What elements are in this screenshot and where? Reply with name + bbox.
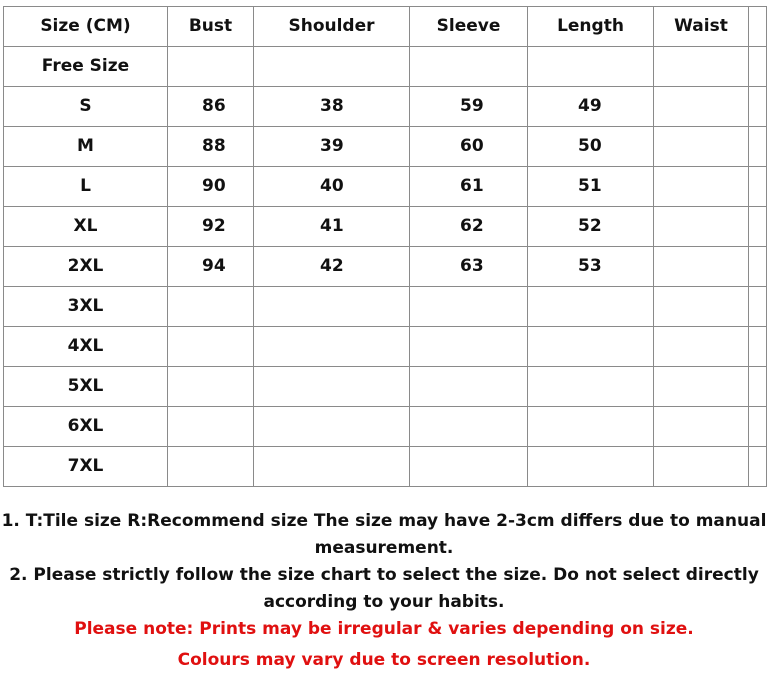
sleeve-value: 63 (410, 247, 528, 287)
table-row (4, 407, 767, 447)
size-chart (3, 6, 767, 487)
waist-value (654, 447, 749, 487)
edge-cell (749, 127, 767, 167)
edge-cell (749, 447, 767, 487)
color-warning: Colours may vary due to screen resolution. (177, 650, 591, 670)
size-label: 6XL (4, 407, 168, 447)
waist-value (654, 167, 749, 207)
shoulder-value: 40 (254, 167, 410, 207)
header-waist: Waist (654, 7, 749, 47)
size-label: Free Size (4, 47, 168, 87)
edge-cell (749, 87, 767, 127)
table-row (4, 87, 767, 127)
shoulder-value: 39 (254, 127, 410, 167)
sleeve-value (410, 447, 528, 487)
header-length: Length (528, 7, 654, 47)
shoulder-value (254, 447, 410, 487)
shoulder-value: 41 (254, 207, 410, 247)
shoulder-value (254, 407, 410, 447)
bust-value (168, 367, 254, 407)
size-label: M (4, 127, 168, 167)
note-line-2: 2. Please strictly follow the size chart to select the size. Do not select directly (9, 565, 759, 585)
size-label: 4XL (4, 327, 168, 367)
length-value (528, 327, 654, 367)
table-row (4, 247, 767, 287)
bust-value: 94 (168, 247, 254, 287)
length-value (528, 287, 654, 327)
table-row (4, 327, 767, 367)
bust-value: 90 (168, 167, 254, 207)
note-line-1: 1. T:Tile size R:Recommend size The size may have 2-3cm differs due to manual (1, 511, 767, 531)
header-bust: Bust (168, 7, 254, 47)
header-size: Size (CM) (4, 7, 168, 47)
edge-cell (749, 47, 767, 87)
table-row (4, 367, 767, 407)
bust-value (168, 47, 254, 87)
length-value (528, 407, 654, 447)
size-label: S (4, 87, 168, 127)
header-sleeve: Sleeve (410, 7, 528, 47)
edge-cell (749, 287, 767, 327)
table-row (4, 127, 767, 167)
waist-value (654, 47, 749, 87)
sleeve-value (410, 47, 528, 87)
bust-value (168, 287, 254, 327)
shoulder-value: 38 (254, 87, 410, 127)
edge-cell (749, 7, 767, 47)
size-label: 7XL (4, 447, 168, 487)
waist-value (654, 327, 749, 367)
bust-value (168, 327, 254, 367)
header-shoulder: Shoulder (254, 7, 410, 47)
edge-cell (749, 367, 767, 407)
bust-value (168, 447, 254, 487)
waist-value (654, 127, 749, 167)
note-line-1-cont: measurement. (314, 538, 454, 558)
shoulder-value: 42 (254, 247, 410, 287)
sleeve-value (410, 327, 528, 367)
print-warning: Please note: Prints may be irregular & varies depending on size. (74, 619, 694, 639)
length-value: 50 (528, 127, 654, 167)
waist-value (654, 407, 749, 447)
sleeve-value (410, 407, 528, 447)
waist-value (654, 87, 749, 127)
bust-value (168, 407, 254, 447)
bust-value: 88 (168, 127, 254, 167)
size-label: 3XL (4, 287, 168, 327)
bust-value: 92 (168, 207, 254, 247)
table-row (4, 207, 767, 247)
table-row (4, 287, 767, 327)
sleeve-value: 60 (410, 127, 528, 167)
table-row (4, 167, 767, 207)
table-row (4, 447, 767, 487)
waist-value (654, 207, 749, 247)
length-value: 49 (528, 87, 654, 127)
edge-cell (749, 207, 767, 247)
header-row (4, 7, 767, 47)
bust-value: 86 (168, 87, 254, 127)
edge-cell (749, 247, 767, 287)
edge-cell (749, 327, 767, 367)
edge-cell (749, 167, 767, 207)
edge-cell (749, 407, 767, 447)
size-table (3, 6, 767, 487)
sleeve-value (410, 367, 528, 407)
length-value (528, 367, 654, 407)
shoulder-value (254, 367, 410, 407)
size-label: L (4, 167, 168, 207)
waist-value (654, 247, 749, 287)
size-label: 5XL (4, 367, 168, 407)
shoulder-value (254, 47, 410, 87)
size-label: XL (4, 207, 168, 247)
length-value: 53 (528, 247, 654, 287)
table-row (4, 47, 767, 87)
sleeve-value: 59 (410, 87, 528, 127)
sleeve-value: 62 (410, 207, 528, 247)
length-value (528, 47, 654, 87)
note-line-2-cont: according to your habits. (263, 592, 505, 612)
shoulder-value (254, 287, 410, 327)
length-value: 52 (528, 207, 654, 247)
shoulder-value (254, 327, 410, 367)
sleeve-value: 61 (410, 167, 528, 207)
length-value: 51 (528, 167, 654, 207)
waist-value (654, 287, 749, 327)
sleeve-value (410, 287, 528, 327)
length-value (528, 447, 654, 487)
size-label: 2XL (4, 247, 168, 287)
size-notes (0, 508, 768, 677)
waist-value (654, 367, 749, 407)
